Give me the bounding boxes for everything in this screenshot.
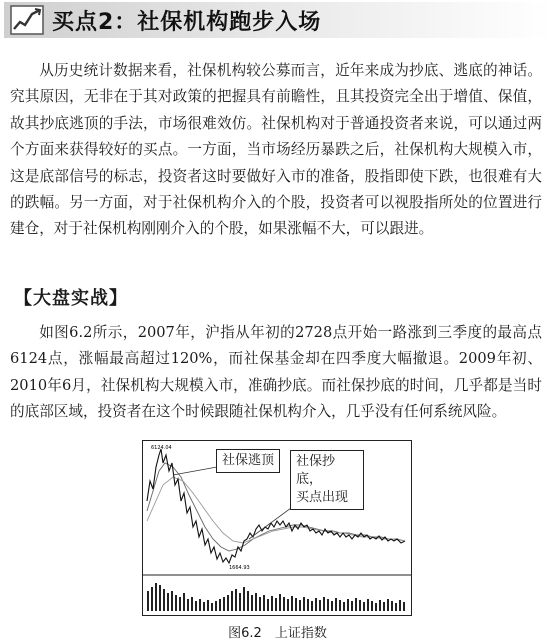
section-heading <box>4 2 552 38</box>
page-title: 买点2：社保机构跑步入场 <box>52 9 322 35</box>
callout-buy-line2: 买点出现 <box>296 490 349 505</box>
volume-bars <box>147 583 405 611</box>
low-point-label: 1664.93 <box>229 565 250 571</box>
high-point-label: 6124.04 <box>151 445 172 451</box>
example-paragraph: 如图6.2所示，2007年，沪指从年初的2728点开始一路涨到三季度的最高点6124点，涨幅最高超过120%，而社保基金却在四季度大幅撤退。2009年初、2010年6月，社保机构大规模入市，准确抄底。而社保抄底的时间，几乎都是当时的底部区域，投资者在这个时候跟随社保机构介入，几乎没有任何系统风险。 <box>10 324 542 421</box>
intro-paragraph: 从历史统计数据来看，社保机构较公募而言，近年来成为抄底、逃底的神话。究其原因，无非在于其对政策的把握具有前瞻性，且其投资完全出于增值、保值，故其抄底逃顶的手法，市场很难效仿。社保机构对于普通投资者来说，可以通过两个方面来获得较好的买点。一方面，当市场经历暴跌之后，社保机构大规模入市，这是底部信号的标志，投资者这时要做好入市的准备，股指即使下跌，也很难有大的跌幅。另一方面，对于社保机构介入的个股，投资者可以视股指所处的位置进行建仓，对于社保机构刚刚介入的个股，如果涨幅不大，可以跟进。 <box>10 62 542 238</box>
callout-buy-line1: 社保抄底， <box>296 454 336 487</box>
callout-pointer-exit <box>173 467 217 475</box>
section-title: 【大盘实战】 <box>14 288 128 309</box>
callout-social-security-buy <box>290 450 364 510</box>
trend-chart-icon <box>10 5 44 35</box>
callout-social-security-exit: 社保逃顶 <box>216 449 280 473</box>
figure-caption: 图6.2 上证指数 <box>228 626 327 641</box>
